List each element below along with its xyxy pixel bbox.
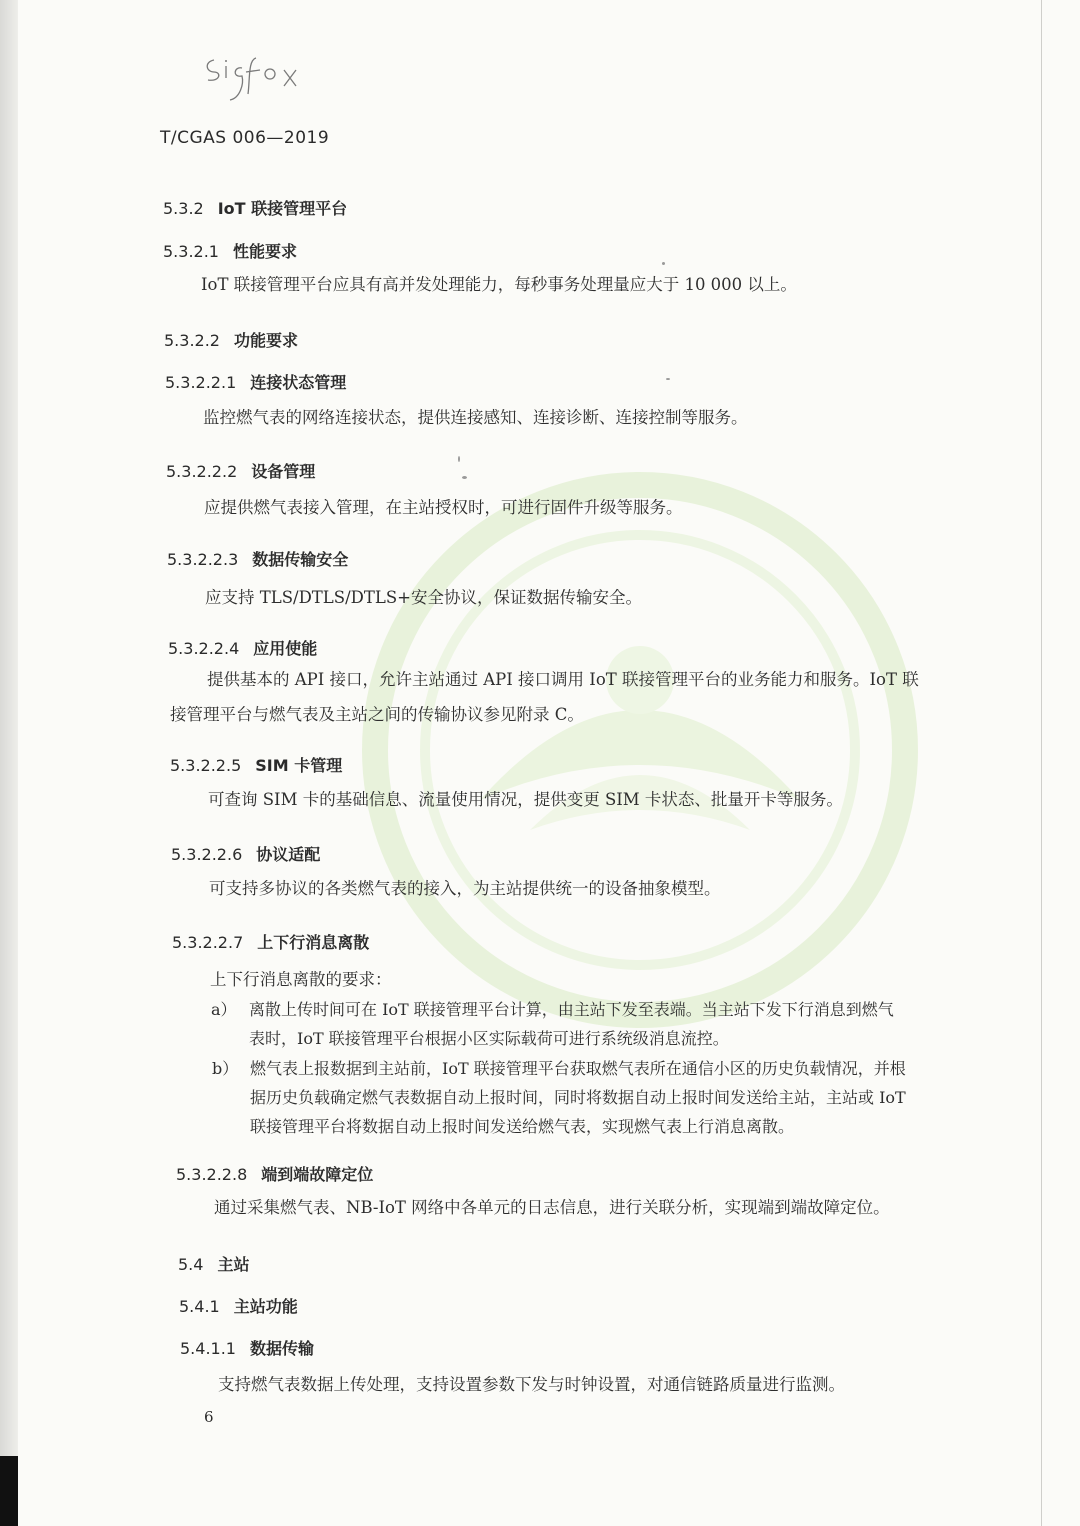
paragraph: 支持燃气表数据上传处理，支持设置参数下发与时钟设置，对通信链路质量进行监测。 bbox=[218, 1375, 845, 1394]
scan-corner bbox=[0, 1456, 18, 1526]
section-heading bbox=[170, 753, 1080, 776]
section-number: 5.3.2.1 bbox=[163, 242, 219, 261]
section-number: 5.3.2.2.2 bbox=[166, 462, 238, 481]
paragraph: 应提供燃气表接入管理，在主站授权时，可进行固件升级等服务。 bbox=[204, 498, 683, 517]
section-title: 性能要求 bbox=[232, 242, 297, 261]
section-heading bbox=[163, 239, 1080, 262]
section-title: 主站 bbox=[217, 1255, 250, 1274]
list-marker: a） bbox=[211, 1000, 237, 1019]
paragraph: 可查询 SIM 卡的基础信息、流量使用情况，提供变更 SIM 卡状态、批量开卡等服务。 bbox=[208, 790, 843, 809]
paragraph: 应支持 TLS/DTLS/DTLS+安全协议，保证数据传输安全。 bbox=[205, 588, 642, 607]
list-line: 离散上传时间可在 IoT 联接管理平台计算，由主站下发至表端。当主站下发下行消息到燃气 bbox=[249, 1000, 894, 1019]
document-code: T/CGAS 006—2019 bbox=[160, 128, 330, 148]
list-line: 燃气表上报数据到主站前，IoT 联接管理平台获取燃气表所在通信小区的历史负载情况，并根 bbox=[250, 1059, 906, 1078]
section-heading bbox=[165, 370, 1080, 393]
section-heading bbox=[167, 547, 1080, 570]
section-title: 数据传输 bbox=[249, 1339, 314, 1358]
section-heading bbox=[166, 459, 1080, 482]
handwritten-note bbox=[200, 50, 310, 110]
paragraph-line: 提供基本的 API 接口，允许主站通过 API 接口调用 IoT 联接管理平台的业务能力和服务。IoT 联 bbox=[207, 670, 919, 689]
page-number: 6 bbox=[204, 1408, 214, 1426]
section-title: IoT 联接管理平台 bbox=[217, 199, 348, 218]
paragraph: 上下行消息离散的要求： bbox=[210, 970, 392, 989]
section-number: 5.3.2.2.1 bbox=[165, 373, 237, 392]
paragraph-line: 接管理平台与燃气表及主站之间的传输协议参见附录 C。 bbox=[170, 705, 584, 724]
section-number: 5.4 bbox=[178, 1255, 204, 1274]
list-line: 表时，IoT 联接管理平台根据小区实际载荷可进行系统级消息流控。 bbox=[249, 1029, 729, 1048]
section-heading bbox=[176, 1162, 1080, 1185]
section-title: 数据传输安全 bbox=[252, 550, 349, 569]
section-heading bbox=[172, 930, 1080, 953]
section-heading bbox=[163, 196, 1080, 219]
section-title: SIM 卡管理 bbox=[255, 756, 343, 775]
section-heading bbox=[179, 1294, 1080, 1317]
section-number: 5.3.2.2.3 bbox=[167, 550, 239, 569]
section-title: 设备管理 bbox=[251, 462, 316, 481]
section-title: 应用使能 bbox=[253, 639, 318, 658]
section-title: 主站功能 bbox=[233, 1297, 298, 1316]
section-number: 5.3.2.2.5 bbox=[170, 756, 242, 775]
paragraph: 可支持多协议的各类燃气表的接入，为主站提供统一的设备抽象模型。 bbox=[209, 879, 721, 898]
section-number: 5.3.2 bbox=[163, 199, 204, 218]
section-number: 5.3.2.2 bbox=[164, 331, 220, 350]
paragraph: 监控燃气表的网络连接状态，提供连接感知、连接诊断、连接控制等服务。 bbox=[203, 408, 748, 427]
section-heading bbox=[168, 636, 1080, 659]
section-title: 连接状态管理 bbox=[250, 373, 347, 392]
scan-speck bbox=[662, 262, 665, 265]
section-heading bbox=[180, 1336, 1080, 1359]
section-title: 上下行消息离散 bbox=[257, 933, 370, 952]
section-title: 协议适配 bbox=[256, 845, 321, 864]
paragraph: 通过采集燃气表、NB-IoT 网络中各单元的日志信息，进行关联分析，实现端到端故障定位。 bbox=[214, 1198, 890, 1217]
list-line: 据历史负载确定燃气表数据自动上报时间，同时将数据自动上报时间发送给主站，主站或 IoT bbox=[250, 1088, 906, 1107]
section-number: 5.3.2.2.7 bbox=[172, 933, 244, 952]
scan-edge bbox=[0, 0, 18, 1526]
section-heading bbox=[171, 842, 1080, 865]
section-number: 5.4.1.1 bbox=[180, 1339, 236, 1358]
list-marker: b） bbox=[212, 1059, 239, 1078]
section-heading bbox=[164, 328, 1080, 351]
section-heading bbox=[178, 1252, 1080, 1275]
section-number: 5.3.2.2.6 bbox=[171, 845, 243, 864]
section-number: 5.3.2.2.8 bbox=[176, 1165, 248, 1184]
section-title: 端到端故障定位 bbox=[261, 1165, 374, 1184]
paragraph: IoT 联接管理平台应具有高并发处理能力，每秒事务处理量应大于 10 000 以上。 bbox=[201, 275, 797, 294]
section-number: 5.4.1 bbox=[179, 1297, 220, 1316]
section-number: 5.3.2.2.4 bbox=[168, 639, 240, 658]
list-line: 联接管理平台将数据自动上报时间发送给燃气表，实现燃气表上行消息离散。 bbox=[250, 1117, 795, 1136]
section-title: 功能要求 bbox=[233, 331, 298, 350]
